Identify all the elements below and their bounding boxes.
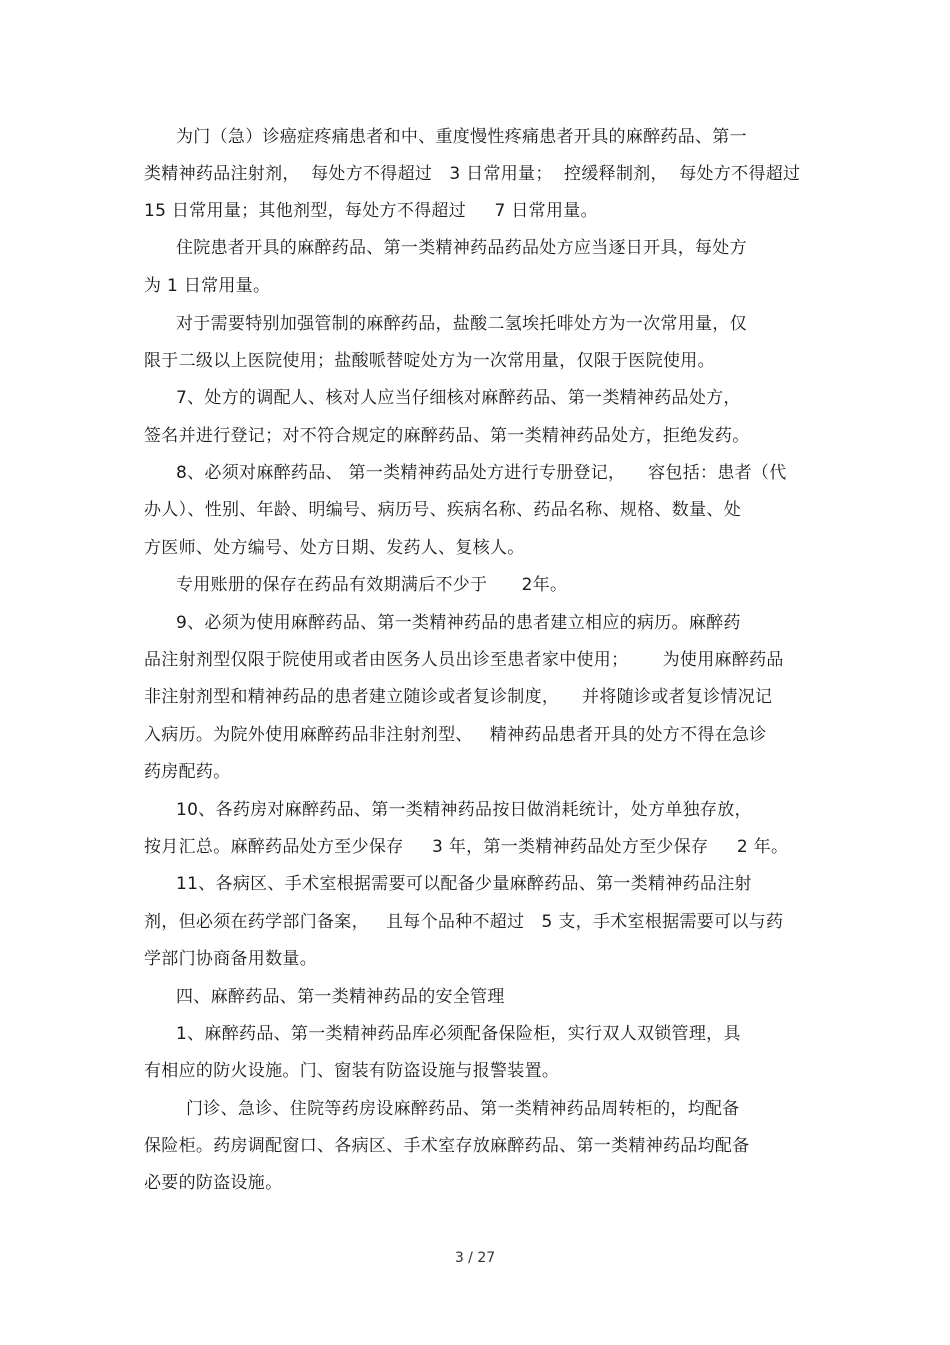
text-line: 剂，但必须在药学部门备案， 且每个品种不超过 5 支，手术室根据需要可以与药 [144,912,784,932]
text-line: 1、麻醉药品、第一类精神药品库必须配备保险柜，实行双人双锁管理，具 [176,1024,741,1044]
text-line: 非注射剂型和精神药品的患者建立随诊或者复诊制度， 并将随诊或者复诊情况记 [144,687,773,707]
text-line: 对于需要特别加强管制的麻醉药品，盐酸二氢埃托啡处方为一次常用量，仅 [176,314,747,334]
text-line: 8、必须对麻醉药品、 第一类精神药品处方进行专册登记， 容包括：患者（代 [176,463,787,483]
text-line: 必要的防盗设施。 [144,1173,283,1193]
text-line: 9、必须为使用麻醉药品、第一类精神药品的患者建立相应的病历。麻醉药 [176,613,741,633]
text-line: 保险柜。药房调配窗口、各病区、手术室存放麻醉药品、第一类精神药品均配备 [144,1136,750,1156]
text-line: 为 1 日常用量。 [144,276,271,296]
text-line: 签名并进行登记；对不符合规定的麻醉药品、第一类精神药品处方，拒绝发药。 [144,426,750,446]
section-heading: 四、麻醉药品、第一类精神药品的安全管理 [176,987,505,1007]
text-line: 品注射剂型仅限于院使用或者由医务人员出诊至患者家中使用； 为使用麻醉药品 [144,650,784,670]
text-line: 为门（急）诊癌症疼痛患者和中、重度慢性疼痛患者开具的麻醉药品、第一 [176,127,747,147]
text-line: 有相应的防火设施。门、窗装有防盗设施与报警装置。 [144,1061,560,1081]
text-line: 10、各药房对麻醉药品、第一类精神药品按日做消耗统计，处方单独存放， [176,800,752,820]
text-line: 15 日常用量；其他剂型，每处方不得超过 7 日常用量。 [144,201,598,221]
text-line: 7、处方的调配人、核对人应当仔细核对麻醉药品、第一类精神药品处方， [176,388,741,408]
text-line: 按月汇总。麻醉药品处方至少保存 3 年，第一类精神药品处方至少保存 2 年。 [144,837,789,857]
page-number: 3 / 27 [454,1250,496,1266]
text-line: 专用账册的保存在药品有效期满后不少于 2年。 [176,575,568,595]
text-line: 学部门协商备用数量。 [144,949,317,969]
text-line: 类精神药品注射剂， 每处方不得超过 3 日常用量； 控缓释制剂， 每处方不得超过 [144,164,801,184]
text-line: 办人）、性别、年龄、明编号、病历号、疾病名称、药品名称、规格、数量、处 [144,500,741,520]
text-line: 门诊、急诊、住院等药房设麻醉药品、第一类精神药品周转柜的，均配备 [186,1099,740,1119]
text-line: 方医师、处方编号、处方日期、发药人、复核人。 [144,538,525,558]
text-line: 药房配药。 [144,762,231,782]
text-line: 入病历。为院外使用麻醉药品非注射剂型、 精神药品患者开具的处方不得在急诊 [144,725,767,745]
text-line: 住院患者开具的麻醉药品、第一类精神药品药品处方应当逐日开具，每处方 [176,238,747,258]
text-line: 11、各病区、手术室根据需要可以配备少量麻醉药品、第一类精神药品注射 [176,874,752,894]
text-line: 限于二级以上医院使用；盐酸哌替啶处方为一次常用量，仅限于医院使用。 [144,351,715,371]
